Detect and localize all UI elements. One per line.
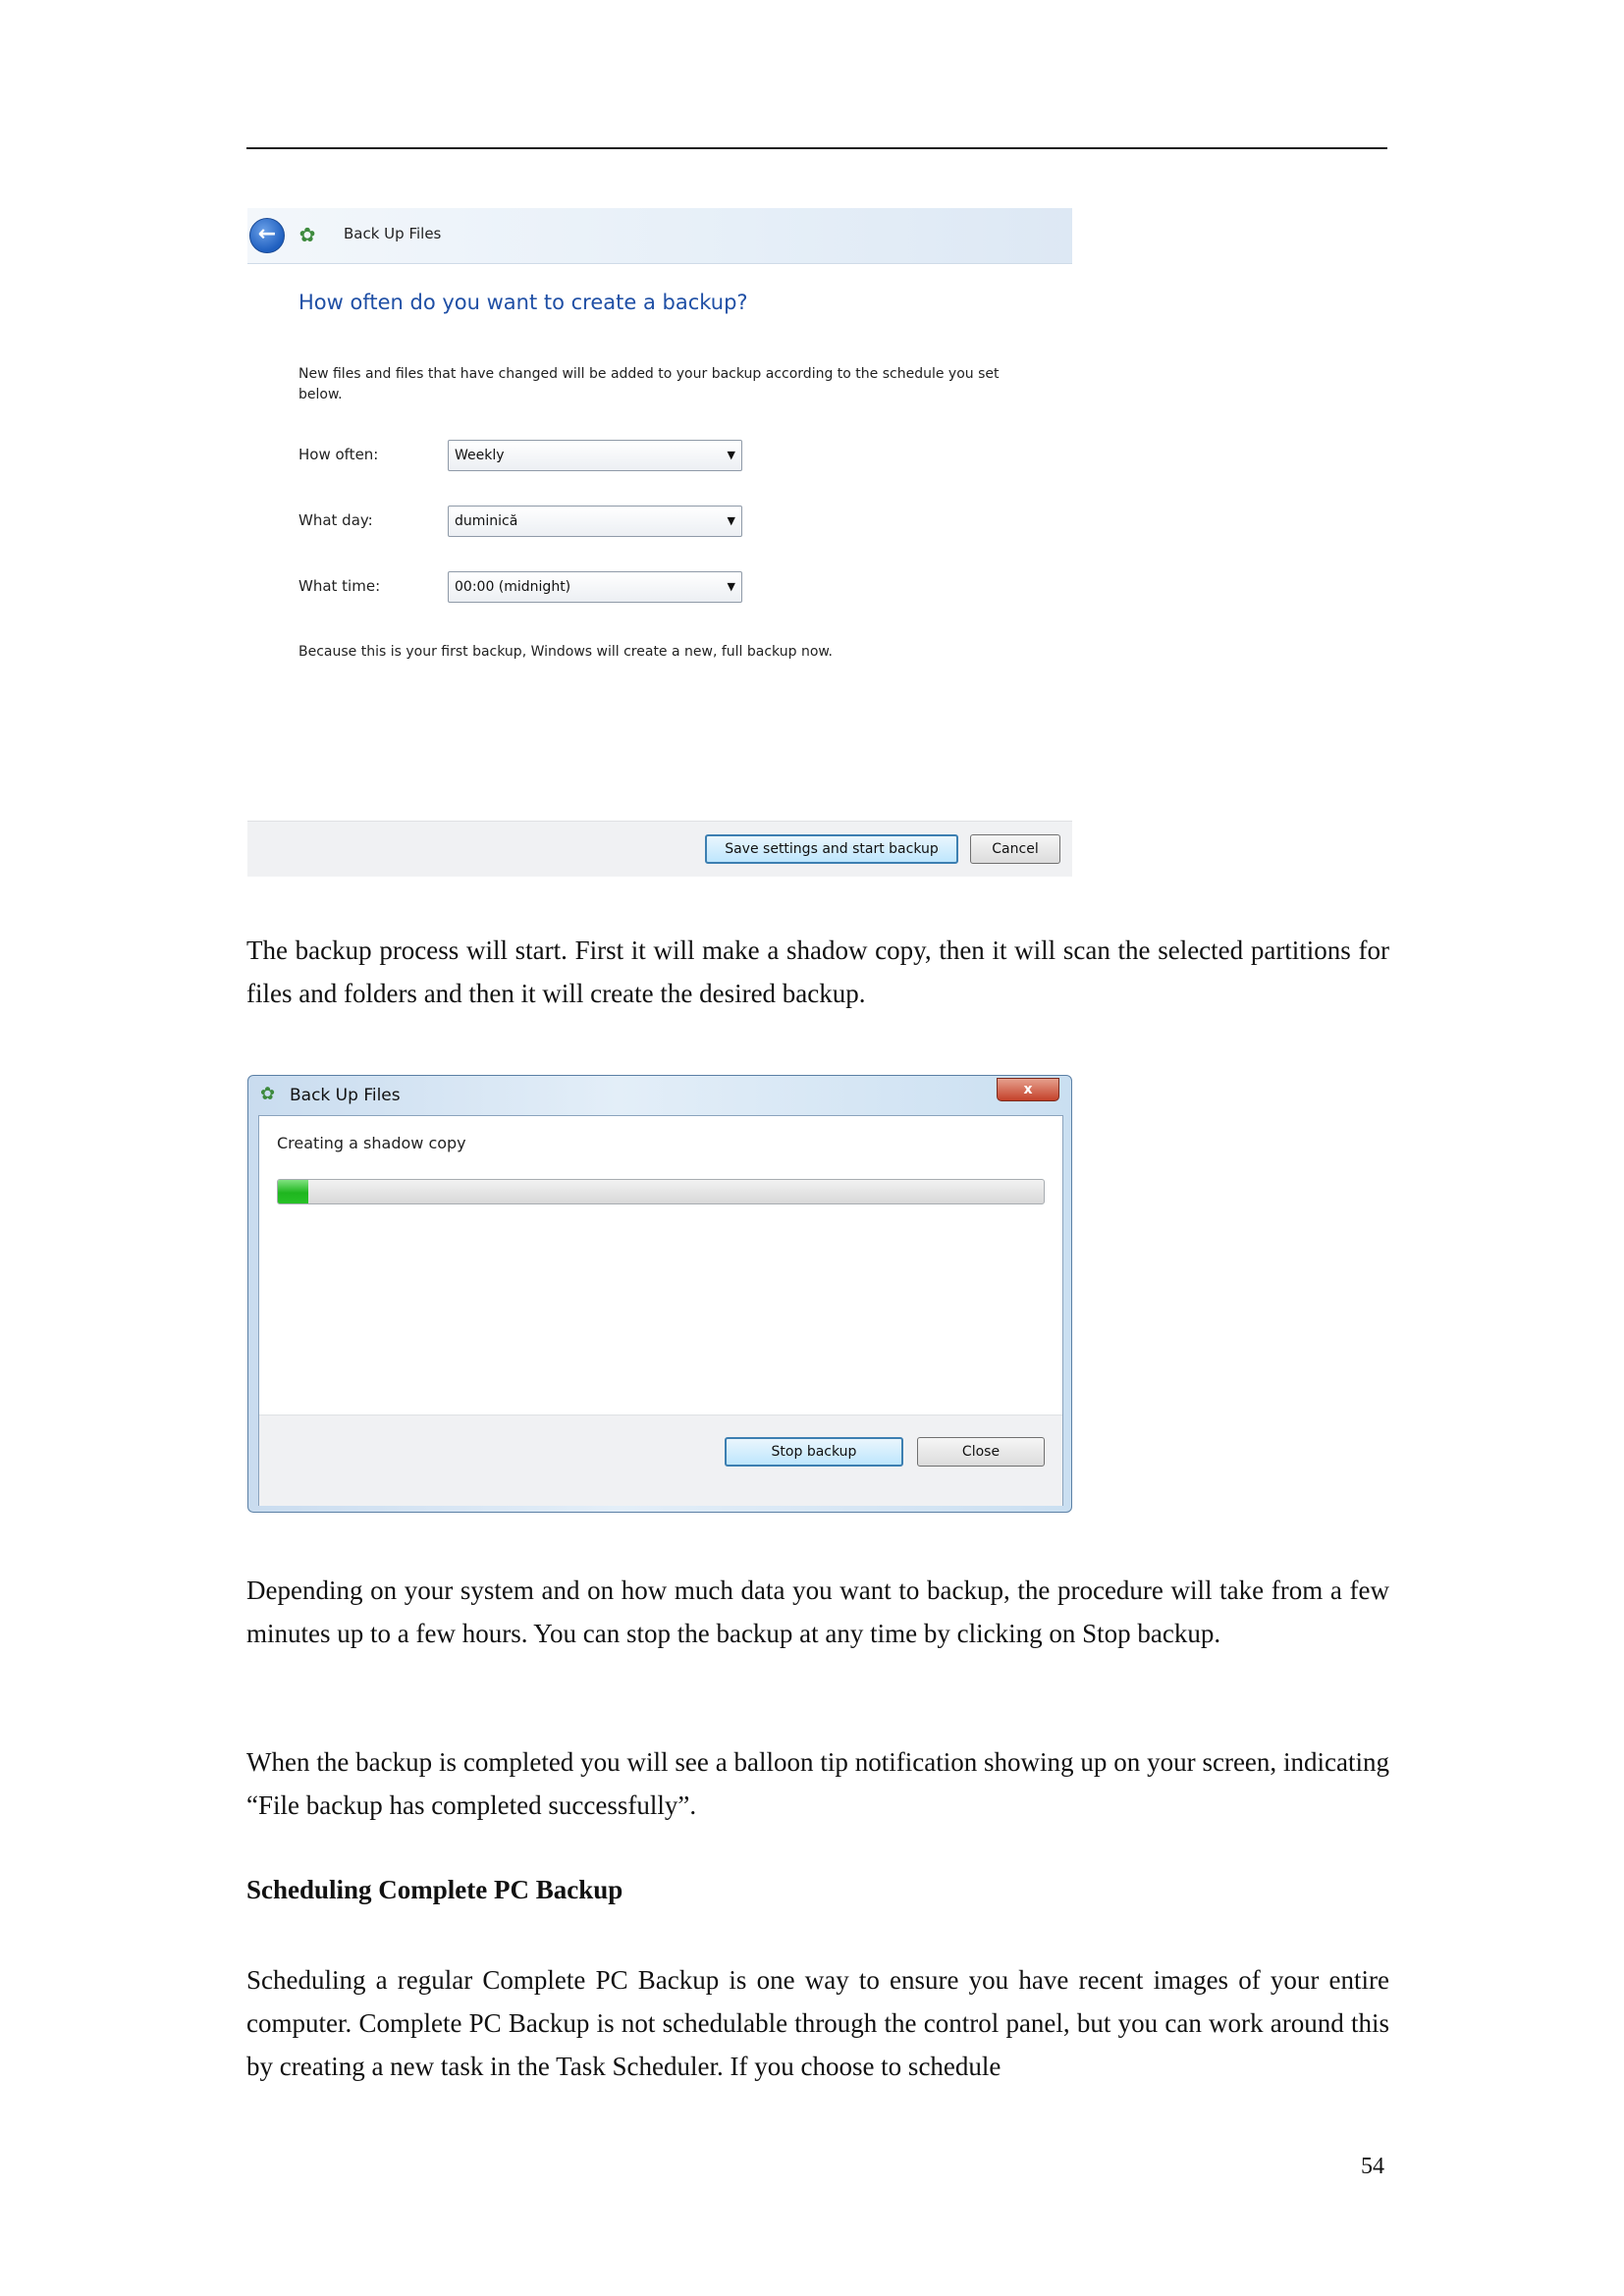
paragraph-backup-start: The backup process will start. First it will make a shadow copy, then it will scan the selected partitions for files and folders and then it will create the desired backup.: [246, 935, 1389, 1008]
schedule-dialog: [247, 208, 1072, 876]
close-window-button[interactable]: x: [997, 1078, 1059, 1101]
header-rule: [246, 147, 1387, 149]
chevron-down-icon: ▼: [727, 514, 735, 527]
schedule-heading: How often do you want to create a backup?: [298, 291, 748, 314]
what-time-value: 00:00 (midnight): [455, 579, 571, 595]
what-day-label: What day:: [298, 511, 373, 529]
what-day-select[interactable]: [448, 506, 742, 537]
stop-backup-button[interactable]: Stop backup: [725, 1437, 903, 1467]
progress-footer: [259, 1415, 1062, 1506]
cancel-button[interactable]: Cancel: [970, 834, 1060, 864]
backup-app-icon: ✿: [260, 1084, 276, 1104]
what-time-select[interactable]: [448, 571, 742, 603]
progress-dialog-title: Back Up Files: [290, 1086, 401, 1105]
progress-dialog: [247, 1075, 1072, 1513]
dialog-title: Back Up Files: [344, 225, 442, 242]
close-button[interactable]: Close: [917, 1437, 1045, 1467]
how-often-select[interactable]: [448, 440, 742, 471]
schedule-description: New files and files that have changed will be added to your backup according to the schedule you set below.: [298, 366, 1000, 402]
save-settings-button[interactable]: Save settings and start backup: [705, 834, 958, 864]
progress-fill: [278, 1180, 308, 1203]
first-backup-note: Because this is your first backup, Windows will create a new, full backup now.: [298, 644, 833, 660]
progress-status: Creating a shadow copy: [277, 1134, 466, 1152]
paragraph-duration: Depending on your system and on how much data you want to backup, the procedure will take from a few minutes up to a few hours. You can stop the backup at any time by clicking on Stop backup.: [246, 1575, 1389, 1648]
navigation-bar: [247, 208, 1072, 264]
how-often-value: Weekly: [455, 448, 505, 463]
chevron-down-icon: ▼: [727, 449, 735, 461]
what-day-value: duminică: [455, 513, 518, 529]
chevron-down-icon: ▼: [727, 580, 735, 593]
progress-bar: [277, 1179, 1045, 1204]
paragraph-completion: When the backup is completed you will see a balloon tip notification showing up on your screen, indicating “File backup has completed successfully”.: [246, 1747, 1389, 1820]
section-heading: Scheduling Complete PC Backup: [246, 1875, 623, 1904]
dialog-footer: [247, 821, 1072, 877]
what-time-label: What time:: [298, 577, 381, 595]
progress-client-area: [258, 1115, 1063, 1506]
backup-app-icon: ✿: [298, 223, 316, 246]
how-often-label: How often:: [298, 446, 379, 463]
paragraph-scheduling: Scheduling a regular Complete PC Backup is one way to ensure you have recent images of your entire computer. Complete PC Backup is not schedulable through the control panel, but you can work around this by creating a new task in the Task Scheduler. If you choose to schedule: [246, 1965, 1389, 2081]
back-arrow-icon[interactable]: ←: [249, 218, 285, 253]
page-number: 54: [1361, 2154, 1384, 2179]
